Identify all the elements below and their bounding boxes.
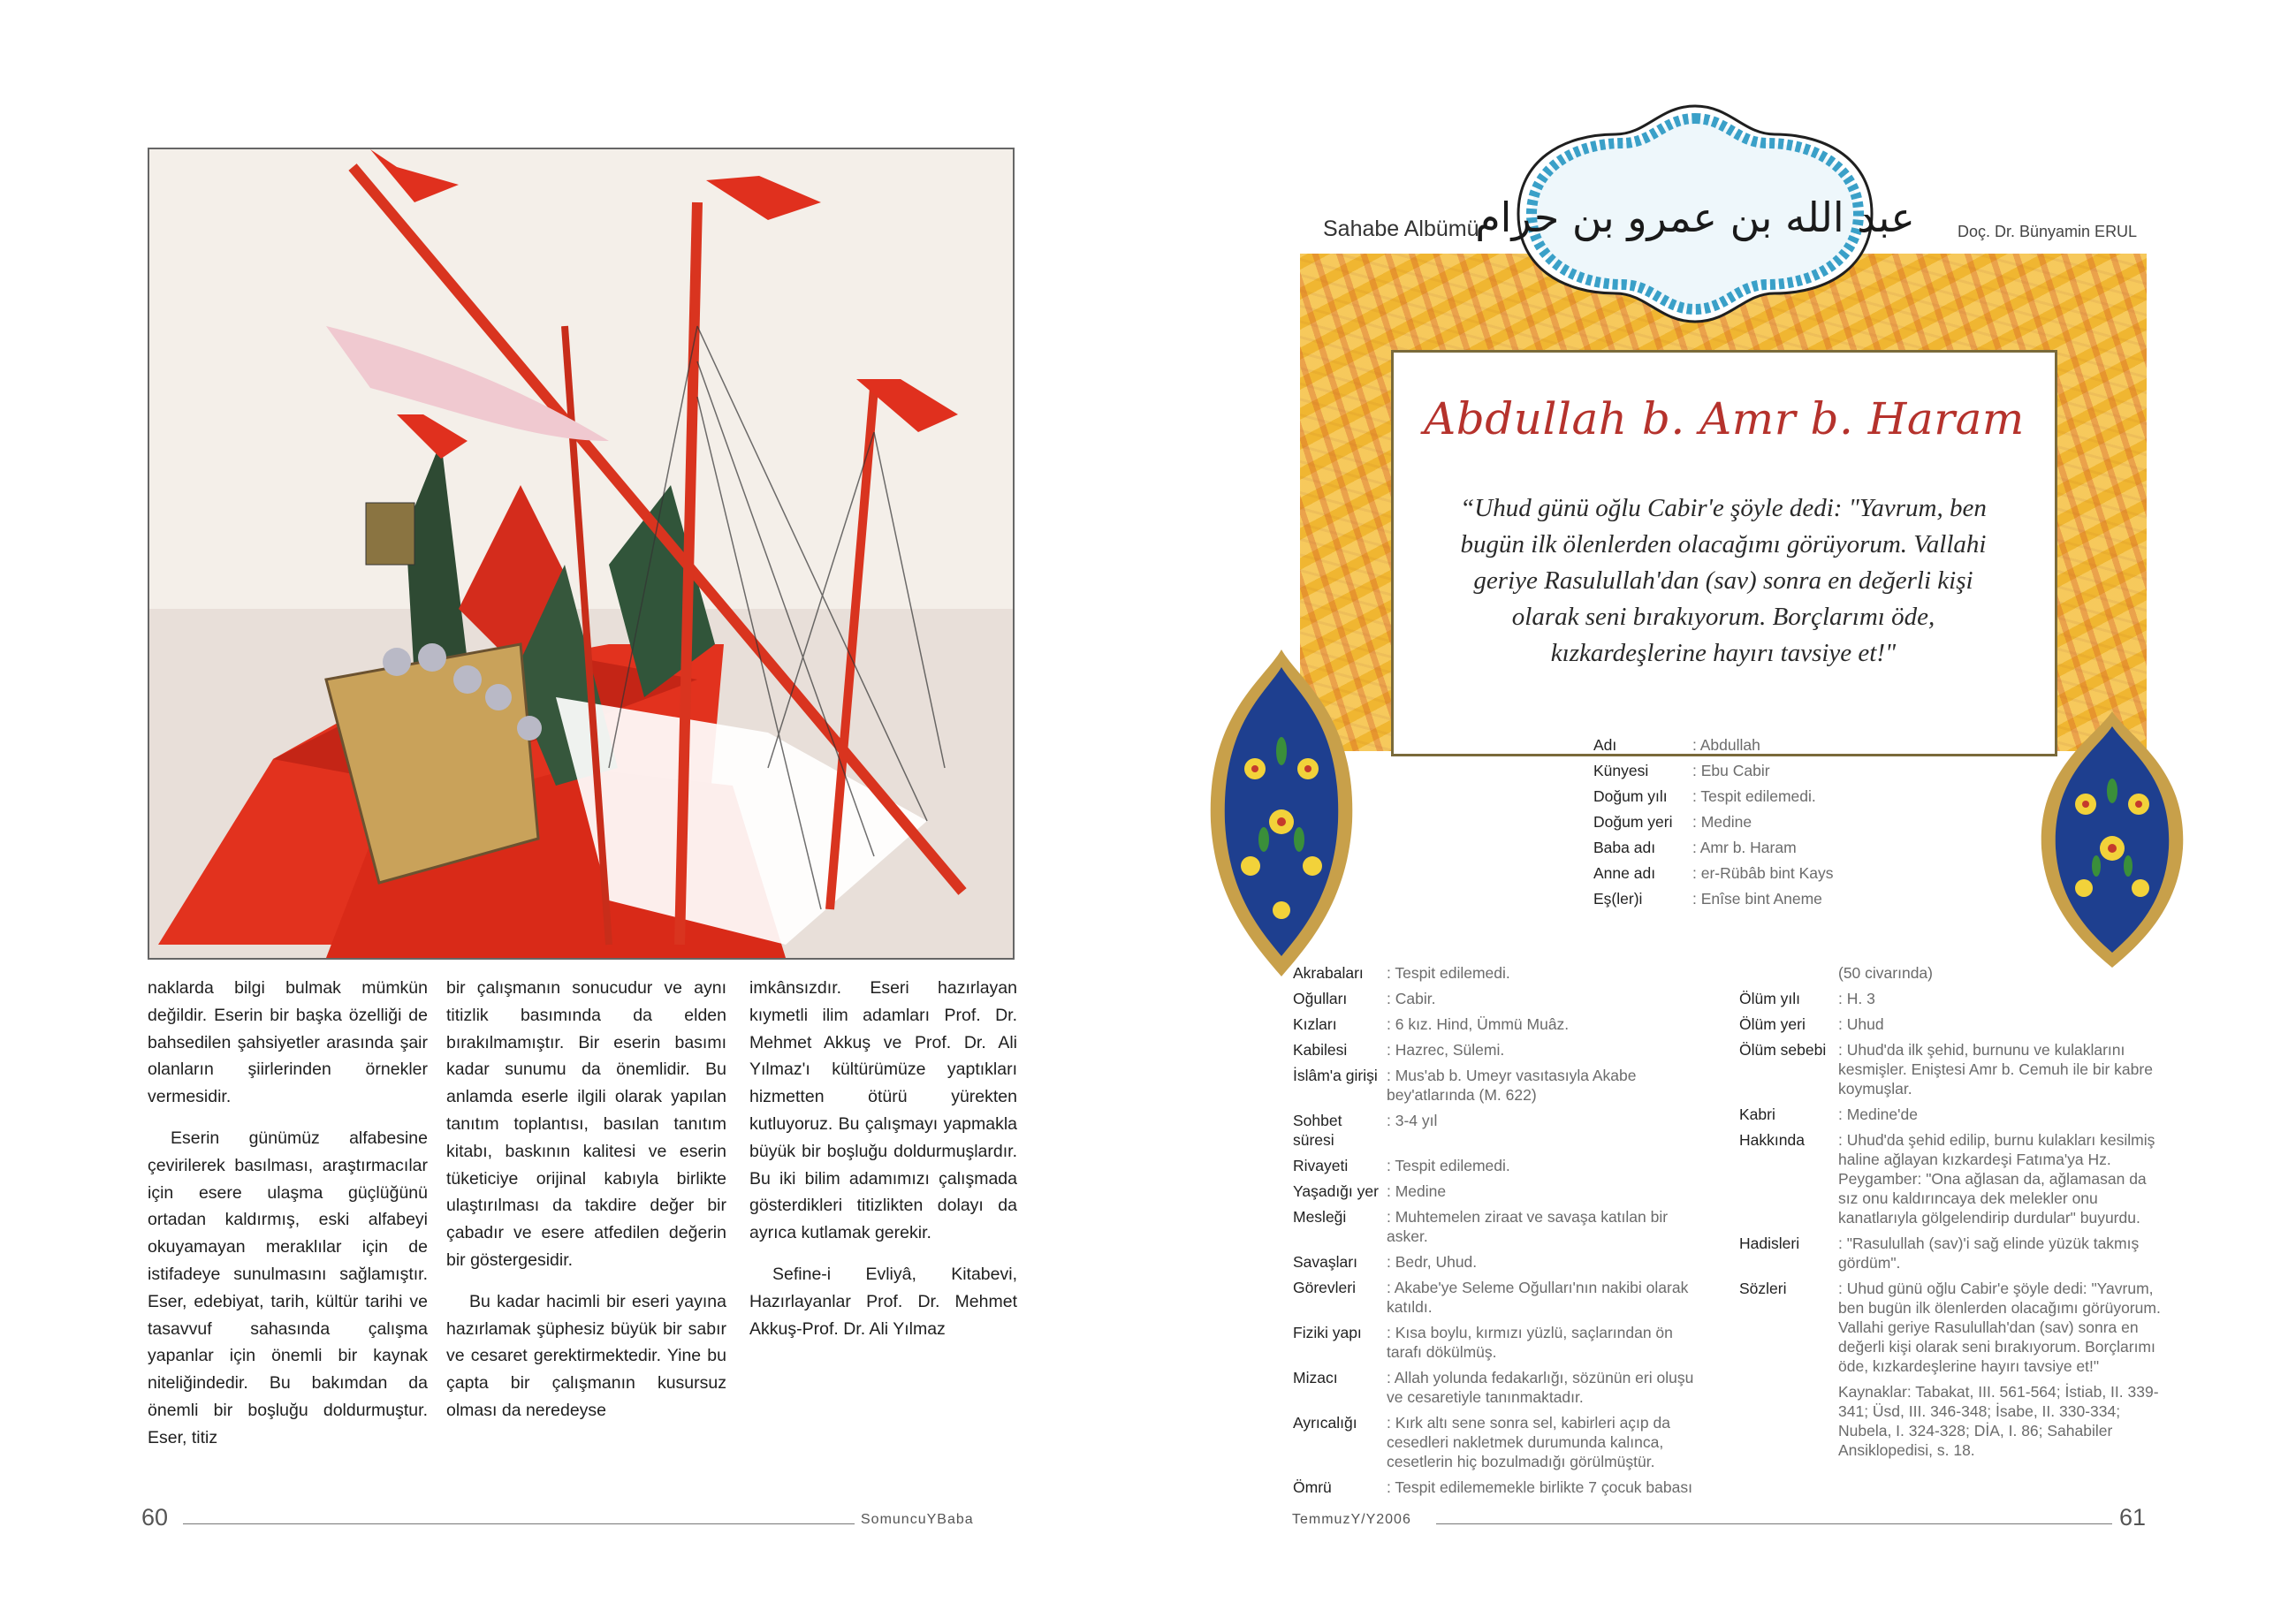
floral-medallion-right — [2033, 707, 2192, 972]
facts-list-left — [1293, 963, 1708, 1503]
page-number-left: 60 — [141, 1504, 169, 1531]
paragraph: Bu kadar hacimli bir eseri yayına hazırlamak şüphesiz büyük bir sabır ve cesaret gerektirmektedir. Yine bu çapta bir çalışmanın kusursuz olması da neredeyse — [446, 1291, 726, 1420]
fact-row: Kabilesi : Hazrec, Sülemi. — [1293, 1041, 1505, 1059]
fact-row: Hakkında : Uhud'da şehid edilip, burnu kulakları kesilmiş haline ağlayan kızkardeşi Fatıma'ya Hz. Peygamber: "Ona ağlasan da, ağlamasan da sız onu kaldırıncaya dek melekler onu kanatlarıyla gölgelendirip durdular" buyurdu. — [1739, 1131, 2155, 1227]
fact-row: Ölüm sebebi : Uhud'da ilk şehid, burnunu ve kulaklarını kesmişler. Eniştesi Amr b. Cemuh ile bir kabre koymuşlar. — [1739, 1041, 2153, 1098]
info-row: Baba adı : Amr b. Haram — [1593, 839, 1797, 856]
sources: Kaynaklar: Tabakat, III. 561-564; İstiab, II. 339-341; Üsd, III. 346-348; İsabe, II. 330-334; Nubela, I. 324-328; DİA, I. 86; Sahabiler Ansiklopedisi, s. 18. — [1838, 1383, 2159, 1459]
companion-name: Abdullah b. Amr b. Haram — [1424, 393, 2025, 444]
floral-medallion-left — [1202, 645, 1361, 981]
fact-row: Hadisleri : "Rasulullah (sav)'i sağ elinde yüzük takmış gördüm". — [1739, 1234, 2140, 1272]
fact-row: Ömrü : Tespit edilememekle birlikte 7 çocuk babası — [1293, 1478, 1692, 1496]
info-row: Anne adı : er-Rübâb bint Kays — [1593, 864, 1834, 882]
fact-row: Kızları : 6 kız. Hind, Ümmü Muâz. — [1293, 1015, 1570, 1033]
page-number-right: 61 — [2119, 1504, 2147, 1531]
fact-row: Mizacı : Allah yolunda fedakarlığı, sözünün eri oluşu ve cesaretiyle tanınmaktadır. — [1293, 1369, 1694, 1406]
paragraph: imkânsızdır. Eseri hazırlayan kıymetli ilim adamları Prof. Dr. Mehmet Akkuş ve Prof. Dr. Ali Yılmaz'ı kültürümüze yaptıkları hizmetten ötürü yürekten kutluyoruz. Bu çalışmayı yapmakla büyük bir boşluğu doldurmuşlardır. Bu iki bilim adamımızı çalışmada gösterdikleri titizlikten dolayı da ayrıca kutlamak gerekir. — [749, 978, 1017, 1243]
fact-row: Kabri : Medine'de — [1739, 1105, 1918, 1123]
article-column-3 — [749, 975, 1017, 1356]
article-column-1 — [148, 975, 428, 1466]
fact-row: Görevleri : Akabe'ye Seleme Oğulları'nın nakibi olarak katıldı. — [1293, 1279, 1689, 1316]
info-row: Künyesi : Ebu Cabir — [1593, 762, 1770, 779]
fact-row: Yaşadığı yer : Medine — [1293, 1182, 1447, 1200]
article-column-2 — [446, 975, 726, 1439]
footer-rule — [183, 1523, 855, 1524]
fact-row: Ölüm yılı : H. 3 — [1739, 990, 1875, 1007]
fact-row: Ölüm yeri : Uhud — [1739, 1015, 1884, 1033]
info-row: Doğum yeri : Medine — [1593, 813, 1752, 831]
fact-row: (50 civarında) — [1838, 964, 1933, 982]
quote: “Uhud günü oğlu Cabir'e şöyle dedi: "Yavrum, ben bugün ilk ölenlerden olacağımı görüyorum. Vallahi geriye Rasulullah'dan (sav) sonra en değerli kişi olarak seni bırakıyorum. Borçlarımı öde, kızkardeşlerine hayırı tavsiye et!" — [1460, 494, 1987, 667]
fact-row: Ayrıcalığı : Kırk altı sene sonra sel, kabirleri açıp da cesedleri nakletmek durumunda kalınca, cesetlerin hiç bozulmadığı görülmüştür. — [1293, 1414, 1670, 1470]
magazine-name: SomuncuYBaba — [861, 1512, 974, 1527]
fact-row: Sohbet süresi : 3-4 yıl — [1293, 1112, 1438, 1149]
paragraph: naklarda bilgi bulmak mümkün değildir. Eserin bir başka özelliği de bahsedilen şahsiyetler arasında şair olanların şiirlerinden örnekler vermesidir. — [148, 978, 428, 1107]
fact-row: Mesleği : Muhtemelen ziraat ve savaşa katılan bir asker. — [1293, 1208, 1669, 1245]
info-row: Eş(ler)i : Enîse bint Aneme — [1593, 890, 1822, 908]
basic-info-list — [1593, 733, 1834, 912]
fact-row: Fiziki yapı : Kısa boylu, kırmızı yüzlü, saçlarından ön tarafı dökülmüş. — [1293, 1324, 1673, 1361]
footer-rule — [1436, 1523, 2112, 1524]
paragraph: Eserin günümüz alfabesine çevirilerek basılması, araştırmacılar için esere ulaşma güçlüğünü ortadan kaldırmış, eski alfabeyi okuyamayan meraklılar için de istifadeye sunulmasını sağlamıştır. Eser, edebiyat, tarih, kültür tarihi ve tasavvuf sahasında çalışma yapanlar için önemli bir kaynak niteliğindedir. Bu bakımdan da önemli bir boşluğu doldurmuştur. Eser, titiz — [148, 1128, 428, 1447]
fact-row: Oğulları : Cabir. — [1293, 990, 1436, 1007]
calligraphy-text: عبد الله بن عمرو بن حرام — [1475, 194, 1915, 241]
fact-row: Rivayeti : Tespit edilemedi. — [1293, 1157, 1510, 1174]
ottoman-galley-illustration — [149, 149, 1013, 958]
info-row: Doğum yılı : Tespit edilemedi. — [1593, 787, 1816, 805]
info-row: Adı : Abdullah — [1593, 736, 1760, 754]
fact-row: Savaşları : Bedr, Uhud. — [1293, 1253, 1478, 1271]
calligraphy-cartouche — [1475, 99, 1915, 329]
facts-list-right — [1739, 963, 2165, 1460]
ship-painting — [148, 148, 1015, 960]
paragraph: bir çalışmanın sonucudur ve aynı titizlik basımında da elden bırakılmamıştır. Bir eserin basımı kadar sunumu da önemlidir. Bu anlamda eserle ilgili olarak yapılan tanıtım toplantısı, basılan tanıtım kitabı, baskının kalitesi ve eserin tüketiciye orijinal kabıyla birlikte ulaştırılması da takdire değer bir çabadır ve esere atfedilen değerin bir göstergesidir. — [446, 978, 726, 1270]
issue-date: TemmuzY/Y2006 — [1292, 1512, 1411, 1527]
author-name: Doç. Dr. Bünyamin ERUL — [1958, 223, 2138, 240]
fact-row: İslâm'a girişi : Mus'ab b. Umeyr vasıtasıyla Akabe bey'atlarında (M. 622) — [1293, 1067, 1637, 1104]
fact-row: Akrabaları : Tespit edilemedi. — [1293, 964, 1510, 982]
section-title: Sahabe Albümü — [1323, 216, 1479, 241]
book-citation: Sefine-i Evliyâ, Kitabevi, Hazırlayanlar Prof. Dr. Mehmet Akkuş-Prof. Dr. Ali Yılmaz — [749, 1264, 1017, 1339]
fact-row: Sözleri : Uhud günü oğlu Cabir'e şöyle dedi: "Yavrum, ben bugün ilk ölenlerden olacağımı görüyorum. Vallahi geriye Rasulullah'dan (sav) sonra en değerli kişi olarak seni bırakıyorum. Borçlarımı öde, kızkardeşlerine hayırı tavsiye et!" — [1739, 1280, 2161, 1375]
